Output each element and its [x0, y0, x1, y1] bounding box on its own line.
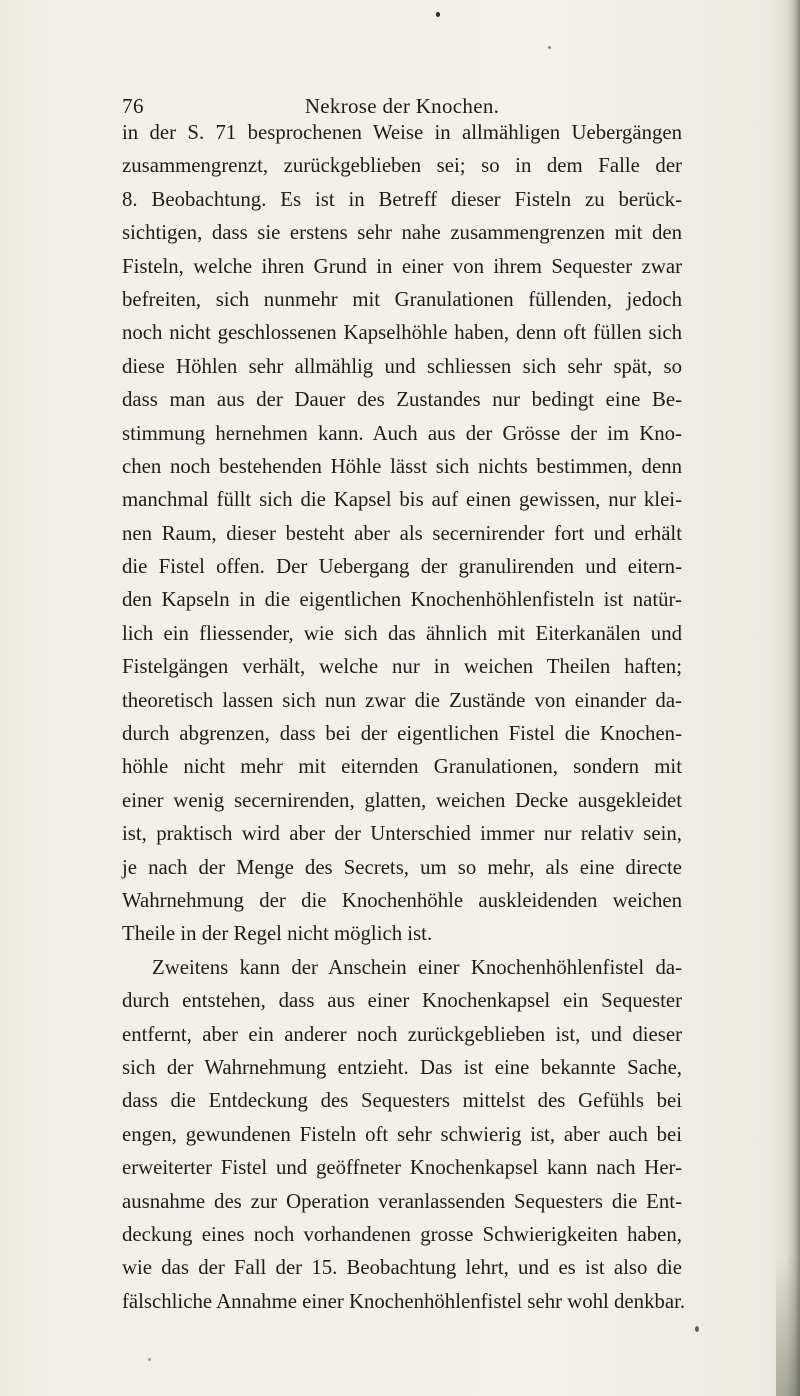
ink-speck: [148, 1358, 151, 1361]
text-line: höhle nicht mehr mit eiternden Granulationen, sondern mit: [122, 755, 682, 779]
text-line: manchmal füllt sich die Kapsel bis auf einen gewissen, nur klei-: [122, 488, 682, 512]
text-line: ausnahme des zur Operation veranlassenden Sequesters die Ent-: [122, 1189, 682, 1213]
text-line: stimmung hernehmen kann. Auch aus der Grösse der im Kno-: [122, 421, 682, 445]
paragraph-start-line: Zweitens kann der Anschein einer Knochenhöhlenfistel da-: [152, 955, 682, 979]
ink-speck: [548, 46, 551, 49]
text-line: dass die Entdeckung des Sequesters mittelst des Gefühls bei: [122, 1089, 682, 1113]
text-line: befreiten, sich nunmehr mit Granulationen füllenden, jedoch: [122, 287, 682, 311]
text-line: je nach der Menge des Secrets, um so mehr, als eine directe: [122, 855, 682, 879]
text-line: wie das der Fall der 15. Beobachtung lehrt, und es ist also die: [122, 1256, 682, 1280]
text-line: sich der Wahrnehmung entzieht. Das ist eine bekannte Sache,: [122, 1055, 682, 1079]
page-number: 76: [122, 94, 144, 118]
text-line: durch entstehen, dass aus einer Knochenkapsel ein Sequester: [122, 989, 682, 1013]
text-line: noch nicht geschlossenen Kapselhöhle haben, denn oft füllen sich: [122, 321, 682, 345]
text-line: engen, gewundenen Fisteln oft sehr schwierig ist, aber auch bei: [122, 1122, 682, 1146]
text-line: sichtigen, dass sie erstens sehr nahe zusammengrenzen mit den: [122, 221, 682, 245]
text-line: erweiterter Fistel und geöffneter Knochenkapsel kann nach Her-: [122, 1156, 682, 1180]
ink-speck: [436, 12, 440, 17]
text-line: Wahrnehmung der die Knochenhöhle auskleidenden weichen: [122, 888, 682, 912]
text-line: Fistelgängen verhält, welche nur in weichen Theilen haften;: [122, 655, 682, 679]
text-line: Fisteln, welche ihren Grund in einer von ihrem Sequester zwar: [122, 254, 682, 278]
text-line: die Fistel offen. Der Uebergang der granulirenden und eitern-: [122, 555, 682, 579]
text-line: zusammengrenzt, zurückgeblieben sei; so in dem Falle der: [122, 154, 682, 178]
text-line: entfernt, aber ein anderer noch zurückgeblieben ist, und dieser: [122, 1022, 682, 1046]
text-line: diese Höhlen sehr allmählig und schliessen sich sehr spät, so: [122, 354, 682, 378]
text-line: den Kapseln in die eigentlichen Knochenhöhlenfisteln ist natür-: [122, 588, 682, 612]
running-title: Nekrose der Knochen.: [304, 94, 500, 118]
text-line: dass man aus der Dauer des Zustandes nur bedingt eine Be-: [122, 388, 682, 412]
body-text: [122, 116, 686, 1318]
paragraph-end-line: fälschliche Annahme einer Knochenhöhlenfistel sehr wohl denkbar.: [122, 1289, 686, 1313]
text-line: deckung eines noch vorhandenen grosse Schwierigkeiten haben,: [122, 1222, 682, 1246]
paragraph-end-line: Theile in der Regel nicht möglich ist.: [122, 922, 433, 946]
ink-speck: [695, 1326, 699, 1332]
text-line: einer wenig secernirenden, glatten, weichen Decke ausgekleidet: [122, 788, 682, 812]
text-line: durch abgrenzen, dass bei der eigentlichen Fistel die Knochen-: [122, 722, 682, 746]
text-line: lich ein fliessender, wie sich das ähnlich mit Eiterkanälen und: [122, 621, 682, 645]
page-edge-shadow: [786, 0, 800, 1396]
text-line: in der S. 71 besprochenen Weise in allmähligen Uebergängen: [122, 121, 682, 144]
text-line: chen noch bestehenden Höhle lässt sich nichts bestimmen, denn: [122, 454, 682, 478]
text-line: ist, praktisch wird aber der Unterschied immer nur relativ sein,: [122, 822, 682, 846]
text-line: nen Raum, dieser besteht aber als secernirender fort und erhält: [122, 521, 682, 545]
text-line: theoretisch lassen sich nun zwar die Zustände von einander da-: [122, 688, 682, 712]
text-line: 8. Beobachtung. Es ist in Betreff dieser Fisteln zu berück-: [122, 187, 682, 211]
page-corner-stain: [776, 1256, 800, 1396]
